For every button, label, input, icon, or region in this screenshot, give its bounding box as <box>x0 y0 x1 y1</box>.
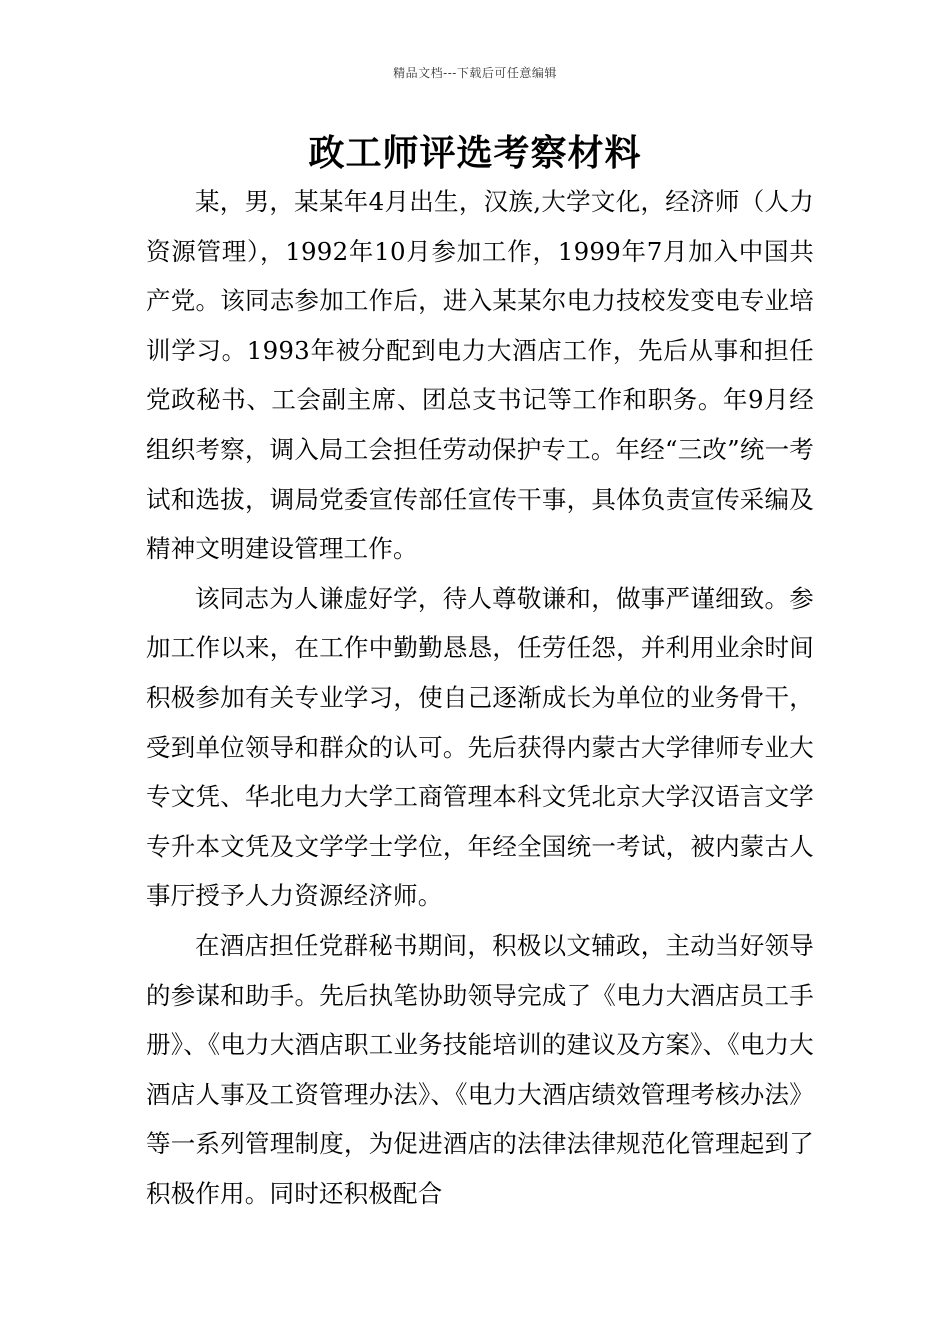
document-body <box>146 177 814 1218</box>
header-watermark: 精品文档---下载后可任意编辑 <box>393 66 557 80</box>
document-title: 政工师评选考察材料 <box>308 132 642 174</box>
paragraph-2: 该同志为人谦虚好学，待人尊敬谦和，做事严谨细致。参加工作以来，在工作中勤勤恳恳，任劳任怨，并利用业余时间积极参加有关专业学习，使自己逐渐成长为单位的业务骨干，受到单位领导和群众的认可。先后获得内蒙古大学律师专业大专文凭、华北电力大学工商管理本科文凭北京大学汉语言文学专升本文凭及文学学士学位，年经全国统一考试，被内蒙古人事厅授予人力资源经济师。 <box>146 583 814 911</box>
paragraph-1: 某，男，某某年4月出生，汉族,大学文化，经济师（人力资源管理），1992年10月参加工作，1999年7月加入中国共产党。该同志参加工作后，进入某某尔电力技校发变电专业培训学习。1993年被分配到电力大酒店工作，先后从事和担任党政秘书、工会副主席、团总支书记等工作和职务。年9月经组织考察，调入局工会担任劳动保护专工。年经“三改”统一考试和选拔，调局党委宣传部任宣传干事，具体负责宣传采编及精神文明建设管理工作。 <box>146 187 814 564</box>
paragraph-3: 在酒店担任党群秘书期间，积极以文辅政，主动当好领导的参谋和助手。先后执笔协助领导完成了《电力大酒店员工手册》、《电力大酒店职工业务技能培训的建议及方案》、《电力大酒店人事及工资管理办法》、《电力大酒店绩效管理考核办法》等一系列管理制度，为促进酒店的法律法律规范化管理起到了积极作用。同时还积极配合 <box>146 930 814 1208</box>
